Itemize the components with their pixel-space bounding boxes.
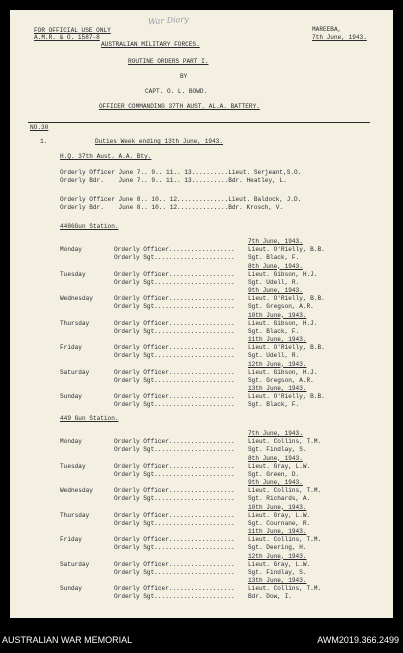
duty-date: 10th June, 1943. (248, 311, 307, 319)
orderly-sgt-name: Sgt. Gregson, A.R. (248, 303, 314, 310)
duty-day: Saturday (60, 368, 90, 376)
hq-heading: H.Q. 37th Aust. A.A. Bty. (60, 153, 152, 160)
orderly-officer-label: Orderly Officer.................. (114, 487, 235, 494)
forces-heading: AUSTRALIAN MILITARY FORCES. (101, 41, 200, 48)
orderly-officer-label: Orderly Officer.................. (114, 585, 235, 592)
orderly-sgt-label: Orderly Sgt...................... (114, 401, 235, 408)
orderly-sgt-name: Sgt. Deering, H. (248, 544, 307, 551)
orderly-sgt-label: Orderly Sgt...................... (114, 352, 235, 359)
by-label: BY (180, 73, 188, 80)
orderly-sgt-name: Sgt. Black, F. (248, 327, 300, 335)
duty-date: 12th June, 1943. (248, 360, 307, 368)
orderly-officer-label: Orderly Officer.................. (114, 511, 235, 519)
orderly-officer-name: Lieut. Collins, T.M. (248, 438, 322, 445)
duty-day: Saturday (60, 560, 90, 568)
document-page (10, 10, 393, 618)
officer-commanding: OFFICER COMMANDING 37TH AUST. AL.A. BATTERY. (99, 103, 260, 110)
orderly-sgt-label: Orderly Sgt...................... (114, 376, 235, 384)
orderly-sgt-name: Sgt. Gregson, A.R. (248, 376, 314, 384)
orderly-officer-name: Lieut. O'Rielly, B.B. (248, 344, 325, 351)
hq-line: Orderly Bdr. June 8.. 10.. 12..............Bdr. Krosch, V. (60, 204, 284, 211)
duty-date: 9th June, 1943. (248, 479, 303, 486)
orderly-sgt-name: Sgt. Black, F. (248, 401, 300, 408)
header-rule (28, 122, 370, 123)
orderly-officer-label: Orderly Officer.................. (114, 462, 235, 470)
duty-day: Thursday (60, 319, 90, 327)
orderly-sgt-name: Sgt. Richards, A. (248, 495, 311, 502)
duty-date: 8th June, 1943. (248, 454, 303, 462)
station-title: 4486Gun Station. (60, 223, 119, 230)
hq-line: Orderly Officer June 8.. 10.. 12..............Lieut. Baldock, J.D. (60, 196, 302, 203)
orderly-sgt-label: Orderly Sgt...................... (114, 568, 235, 576)
duty-date: 11th June, 1943. (248, 528, 307, 535)
duty-date: 11th June, 1943. (248, 336, 307, 343)
duty-day: Thursday (60, 511, 90, 519)
orderly-officer-label: Orderly Officer.................. (114, 393, 235, 400)
duty-date: 9th June, 1943. (248, 287, 303, 294)
orderly-officer-label: Orderly Officer.................. (114, 536, 235, 543)
orderly-sgt-label: Orderly Sgt...................... (114, 495, 235, 502)
orderly-sgt-label: Orderly Sgt...................... (114, 303, 235, 310)
duty-day: Wednesday (60, 487, 93, 494)
duty-date: 13th June, 1943. (248, 385, 307, 392)
orderly-officer-name: Lieut. Collins, T.M. (248, 585, 322, 592)
orderly-officer-name: Lieut. Gray, L.W. (248, 511, 311, 519)
orderly-sgt-label: Orderly Sgt...................... (114, 544, 235, 551)
orderly-officer-name: Lieut. Gibson, H.J. (248, 319, 318, 327)
orderly-officer-label: Orderly Officer.................. (114, 344, 235, 351)
orderly-officer-name: Lieut. O'Rielly, B.B. (248, 295, 325, 302)
footer-accession: AWM2019.366.2499 (317, 635, 399, 645)
orderly-officer-label: Orderly Officer.................. (114, 270, 235, 278)
duty-date: 13th June, 1943. (248, 577, 307, 584)
footer-bar (0, 618, 403, 653)
header-date: 7th June, 1943. (312, 34, 367, 41)
item-number: 1. (40, 138, 48, 145)
duty-day: Monday (60, 438, 82, 445)
orderly-sgt-name: Sgt. Findlay, S. (248, 446, 307, 453)
duty-date: 10th June, 1943. (248, 503, 307, 511)
orderly-officer-label: Orderly Officer.................. (114, 319, 235, 327)
duty-date: 7th June, 1943. (248, 430, 303, 437)
duty-date: 8th June, 1943. (248, 262, 303, 270)
orderly-officer-label: Orderly Officer.................. (114, 295, 235, 302)
footer-credit: AUSTRALIAN WAR MEMORIAL (2, 635, 133, 645)
orderly-sgt-name: Bdr. Dow, I. (248, 593, 292, 600)
hq-line: Orderly Bdr. June 7.. 9.. 11.. 13..........Bdr. Heatley, L. (60, 177, 287, 184)
official-use-label: FOR OFFICIAL USE ONLY (34, 27, 111, 34)
orderly-sgt-label: Orderly Sgt...................... (114, 278, 235, 286)
handwritten-annotation: War Diary (147, 14, 190, 27)
orderly-sgt-label: Orderly Sgt...................... (114, 519, 235, 527)
orderly-officer-name: Lieut. Gray, L.W. (248, 560, 311, 568)
orderly-sgt-label: Orderly Sgt...................... (114, 446, 235, 453)
location: MAREEBA, (312, 26, 342, 33)
duty-day: Friday (60, 344, 82, 351)
item-title: Duties Week ending 13th June, 1943. (95, 138, 223, 145)
orders-heading: ROUTINE ORDERS PART I. (128, 58, 209, 65)
duty-date: 12th June, 1943. (248, 552, 307, 560)
orderly-sgt-label: Orderly Sgt...................... (114, 327, 235, 335)
station-title: 449 Gun Station. (60, 415, 119, 422)
order-number: NO.30 (30, 124, 49, 131)
captain-name: CAPT. O. L. BOWD. (145, 88, 208, 95)
orderly-sgt-name: Sgt. Udell, R. (248, 352, 300, 359)
orderly-sgt-name: Sgt. Green, D. (248, 470, 300, 478)
orderly-sgt-label: Orderly Sgt...................... (114, 254, 235, 261)
duty-day: Tuesday (60, 270, 86, 278)
duty-date: 7th June, 1943. (248, 238, 303, 245)
hq-line: Orderly Officer June 7.. 9.. 11.. 13..........Lieut. Serjeant,S.O. (60, 169, 302, 176)
duty-day: Sunday (60, 393, 82, 400)
orderly-officer-label: Orderly Officer.................. (114, 368, 235, 376)
orderly-sgt-label: Orderly Sgt...................... (114, 593, 235, 600)
orderly-officer-label: Orderly Officer.................. (114, 560, 235, 568)
orderly-officer-name: Lieut. O'Rielly, B.B. (248, 393, 325, 400)
orderly-sgt-name: Sgt. Cournane, R. (248, 519, 311, 527)
orderly-sgt-name: Sgt. Udell, R. (248, 278, 300, 286)
orderly-officer-label: Orderly Officer.................. (114, 438, 235, 445)
duty-day: Wednesday (60, 295, 93, 302)
orderly-officer-name: Lieut. O'Rielly, B.B. (248, 246, 325, 253)
form-number: A.M.R. & O. 1587-8 (34, 34, 100, 41)
orderly-officer-label: Orderly Officer.................. (114, 246, 235, 253)
duty-day: Monday (60, 246, 82, 253)
orderly-officer-name: Lieut. Collins, T.M. (248, 536, 322, 543)
orderly-officer-name: Lieut. Collins, T.M. (248, 487, 322, 494)
orderly-officer-name: Lieut. Gibson, H.J. (248, 270, 318, 278)
duty-day: Friday (60, 536, 82, 543)
orderly-officer-name: Lieut. Gibson, H.J. (248, 368, 318, 376)
duty-day: Tuesday (60, 462, 86, 470)
orderly-sgt-label: Orderly Sgt...................... (114, 470, 235, 478)
orderly-officer-name: Lieut. Gray, L.W. (248, 462, 311, 470)
duty-day: Sunday (60, 585, 82, 592)
orderly-sgt-name: Sgt. Black, F. (248, 254, 300, 261)
orderly-sgt-name: Sgt. Findlay, S. (248, 568, 307, 576)
